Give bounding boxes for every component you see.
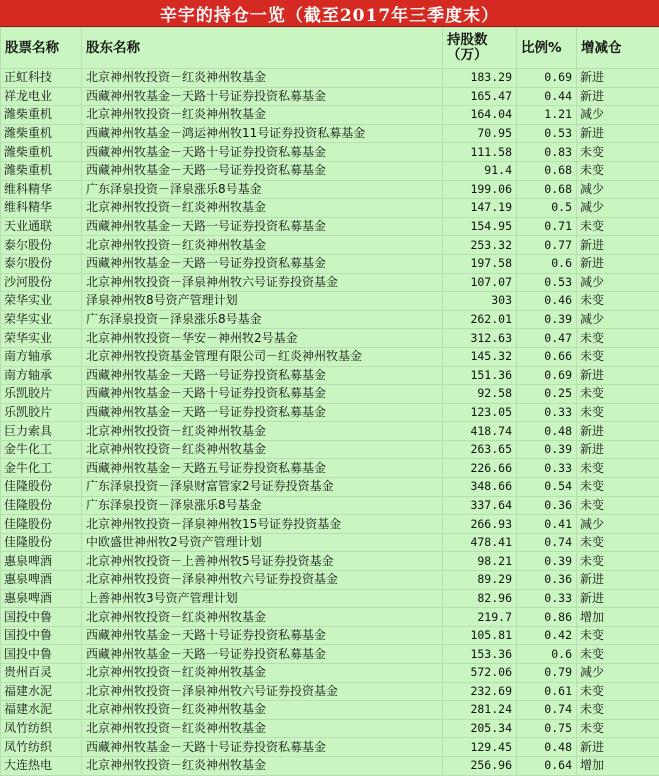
change-cell: 新进 <box>577 87 659 106</box>
change-cell: 新进 <box>577 69 659 88</box>
shares-cell: 98.21 <box>443 552 517 571</box>
change-cell: 新进 <box>577 589 659 608</box>
stock-name-cell: 荣华实业 <box>1 310 82 329</box>
shares-cell: 197.58 <box>443 254 517 273</box>
shares-cell: 337.64 <box>443 496 517 515</box>
holder-name-cell: 北京神州牧投资－红炎神州牧基金 <box>82 69 443 88</box>
shares-cell: 70.95 <box>443 124 517 143</box>
holder-name-cell: 上善神州牧3号资产管理计划 <box>82 589 443 608</box>
holder-name-cell: 西藏神州牧基金－天路一号证券投资私募基金 <box>82 254 443 273</box>
change-cell: 未变 <box>577 645 659 664</box>
holder-name-cell: 西藏神州牧基金－鸿运神州牧11号证券投资私募基金 <box>82 124 443 143</box>
stock-name-cell: 正虹科技 <box>1 69 82 88</box>
ratio-cell: 0.54 <box>517 478 577 497</box>
holder-name-cell: 西藏神州牧基金－天路十号证券投资私募基金 <box>82 87 443 106</box>
ratio-cell: 0.66 <box>517 347 577 366</box>
ratio-cell: 0.6 <box>517 645 577 664</box>
ratio-cell: 0.74 <box>517 701 577 720</box>
shares-cell: 154.95 <box>443 217 517 236</box>
ratio-cell: 0.6 <box>517 254 577 273</box>
stock-name-cell: 佳隆股份 <box>1 533 82 552</box>
ratio-cell: 1.21 <box>517 106 577 125</box>
table-row <box>1 478 659 497</box>
change-cell: 减少 <box>577 310 659 329</box>
stock-name-cell: 荣华实业 <box>1 292 82 311</box>
change-cell: 新进 <box>577 571 659 590</box>
table-row <box>1 292 659 311</box>
table-row <box>1 403 659 422</box>
holder-name-cell: 北京神州牧投资－红炎神州牧基金 <box>82 236 443 255</box>
shares-cell: 153.36 <box>443 645 517 664</box>
holder-name-cell: 北京神州牧投资－红炎神州牧基金 <box>82 756 443 775</box>
stock-name-cell: 天业通联 <box>1 217 82 236</box>
holder-name-cell: 北京神州牧投资－泽泉神州牧六号证券投资基金 <box>82 273 443 292</box>
holder-name-cell: 北京神州牧投资－泽泉神州牧六号证券投资基金 <box>82 682 443 701</box>
change-cell: 未变 <box>577 626 659 645</box>
change-cell: 减少 <box>577 664 659 683</box>
ratio-cell: 0.74 <box>517 533 577 552</box>
change-cell: 未变 <box>577 403 659 422</box>
stock-name-cell: 潍柴重机 <box>1 106 82 125</box>
stock-name-cell: 佳隆股份 <box>1 478 82 497</box>
shares-cell: 478.41 <box>443 533 517 552</box>
shares-cell: 262.01 <box>443 310 517 329</box>
change-cell: 新进 <box>577 254 659 273</box>
shares-cell: 129.45 <box>443 738 517 757</box>
ratio-cell: 0.36 <box>517 571 577 590</box>
stock-name-cell: 潍柴重机 <box>1 124 82 143</box>
holder-name-cell: 北京神州牧投资－上善神州牧5号证券投资基金 <box>82 552 443 571</box>
header-row <box>1 28 659 69</box>
change-cell: 未变 <box>577 329 659 348</box>
holder-name-cell: 西藏神州牧基金－天路五号证券投资私募基金 <box>82 459 443 478</box>
holder-name-cell: 西藏神州牧基金－天路十号证券投资私募基金 <box>82 738 443 757</box>
table-row <box>1 347 659 366</box>
change-cell: 未变 <box>577 217 659 236</box>
table-row <box>1 366 659 385</box>
table-row <box>1 440 659 459</box>
ratio-cell: 0.75 <box>517 719 577 738</box>
stock-name-cell: 凤竹纺织 <box>1 719 82 738</box>
table-row <box>1 143 659 162</box>
shares-cell: 266.93 <box>443 515 517 534</box>
holder-name-cell: 北京神州牧投资－红炎神州牧基金 <box>82 701 443 720</box>
holder-name-cell: 北京神州牧投资－红炎神州牧基金 <box>82 106 443 125</box>
table-row <box>1 496 659 515</box>
change-cell: 未变 <box>577 719 659 738</box>
table-row <box>1 106 659 125</box>
change-cell: 新进 <box>577 440 659 459</box>
stock-name-cell: 凤竹纺织 <box>1 738 82 757</box>
change-cell: 未变 <box>577 701 659 720</box>
ratio-cell: 0.48 <box>517 738 577 757</box>
ratio-cell: 0.5 <box>517 199 577 218</box>
header-shares: 持股数（万） <box>443 28 517 69</box>
holder-name-cell: 西藏神州牧基金－天路十号证券投资私募基金 <box>82 143 443 162</box>
ratio-cell: 0.39 <box>517 440 577 459</box>
table-row <box>1 738 659 757</box>
stock-name-cell: 惠泉啤酒 <box>1 552 82 571</box>
shares-cell: 281.24 <box>443 701 517 720</box>
table-row <box>1 236 659 255</box>
stock-name-cell: 维科精华 <box>1 199 82 218</box>
holder-name-cell: 西藏神州牧基金－天路十号证券投资私募基金 <box>82 385 443 404</box>
holder-name-cell: 西藏神州牧基金－天路一号证券投资私募基金 <box>82 366 443 385</box>
header-holder-name: 股东名称 <box>82 28 443 69</box>
holder-name-cell: 北京神州牧投资基金管理有限公司－红炎神州牧基金 <box>82 347 443 366</box>
table-row <box>1 719 659 738</box>
holder-name-cell: 广东泽泉投资－泽泉涨乐8号基金 <box>82 496 443 515</box>
shares-cell: 92.58 <box>443 385 517 404</box>
change-cell: 未变 <box>577 292 659 311</box>
ratio-cell: 0.71 <box>517 217 577 236</box>
holder-name-cell: 北京神州牧投资－华安－神州牧2号基金 <box>82 329 443 348</box>
shares-cell: 256.96 <box>443 756 517 775</box>
change-cell: 未变 <box>577 143 659 162</box>
ratio-cell: 0.33 <box>517 589 577 608</box>
ratio-cell: 0.53 <box>517 273 577 292</box>
stock-name-cell: 泰尔股份 <box>1 236 82 255</box>
ratio-cell: 0.61 <box>517 682 577 701</box>
change-cell: 未变 <box>577 459 659 478</box>
holder-name-cell: 北京神州牧投资－红炎神州牧基金 <box>82 422 443 441</box>
stock-name-cell: 国投中鲁 <box>1 645 82 664</box>
change-cell: 新进 <box>577 366 659 385</box>
header-stock-name: 股票名称 <box>1 28 82 69</box>
stock-name-cell: 福建水泥 <box>1 682 82 701</box>
shares-cell: 89.29 <box>443 571 517 590</box>
change-cell: 减少 <box>577 180 659 199</box>
change-cell: 新进 <box>577 236 659 255</box>
stock-name-cell: 沙河股份 <box>1 273 82 292</box>
table-row <box>1 310 659 329</box>
table-row <box>1 161 659 180</box>
holder-name-cell: 西藏神州牧基金－天路一号证券投资私募基金 <box>82 161 443 180</box>
shares-cell: 91.4 <box>443 161 517 180</box>
change-cell: 减少 <box>577 273 659 292</box>
change-cell: 未变 <box>577 161 659 180</box>
table-row <box>1 217 659 236</box>
shares-cell: 199.06 <box>443 180 517 199</box>
ratio-cell: 0.69 <box>517 69 577 88</box>
holder-name-cell: 中欧盛世神州牧2号资产管理计划 <box>82 533 443 552</box>
ratio-cell: 0.86 <box>517 608 577 627</box>
change-cell: 增加 <box>577 756 659 775</box>
ratio-cell: 0.33 <box>517 459 577 478</box>
ratio-cell: 0.25 <box>517 385 577 404</box>
ratio-cell: 0.39 <box>517 552 577 571</box>
shares-cell: 232.69 <box>443 682 517 701</box>
holder-name-cell: 西藏神州牧基金－天路一号证券投资私募基金 <box>82 403 443 422</box>
table-row <box>1 69 659 88</box>
shares-cell: 164.04 <box>443 106 517 125</box>
change-cell: 增加 <box>577 608 659 627</box>
table-body <box>1 69 659 776</box>
table-row <box>1 552 659 571</box>
sheet-title: 辛宇的持仓一览（截至2017年三季度末） <box>0 0 659 27</box>
stock-name-cell: 南方轴承 <box>1 347 82 366</box>
ratio-cell: 0.41 <box>517 515 577 534</box>
holdings-table <box>0 27 659 776</box>
shares-cell: 205.34 <box>443 719 517 738</box>
shares-cell: 165.47 <box>443 87 517 106</box>
stock-name-cell: 佳隆股份 <box>1 515 82 534</box>
table-row <box>1 459 659 478</box>
shares-cell: 123.05 <box>443 403 517 422</box>
ratio-cell: 0.64 <box>517 756 577 775</box>
holder-name-cell: 广东泽泉投资－泽泉涨乐8号基金 <box>82 180 443 199</box>
change-cell: 新进 <box>577 124 659 143</box>
shares-cell: 418.74 <box>443 422 517 441</box>
stock-name-cell: 金牛化工 <box>1 440 82 459</box>
change-cell: 未变 <box>577 533 659 552</box>
table-row <box>1 589 659 608</box>
stock-name-cell: 巨力索具 <box>1 422 82 441</box>
ratio-cell: 0.68 <box>517 161 577 180</box>
holder-name-cell: 北京神州牧投资－泽泉神州牧15号证券投资基金 <box>82 515 443 534</box>
header-change: 增减仓 <box>577 28 659 69</box>
ratio-cell: 0.46 <box>517 292 577 311</box>
holder-name-cell: 北京神州牧投资－红炎神州牧基金 <box>82 440 443 459</box>
change-cell: 减少 <box>577 515 659 534</box>
table-row <box>1 533 659 552</box>
table-row <box>1 571 659 590</box>
table-row <box>1 626 659 645</box>
holder-name-cell: 北京神州牧投资－红炎神州牧基金 <box>82 719 443 738</box>
stock-name-cell: 国投中鲁 <box>1 626 82 645</box>
stock-name-cell: 潍柴重机 <box>1 143 82 162</box>
change-cell: 未变 <box>577 552 659 571</box>
change-cell: 减少 <box>577 199 659 218</box>
shares-cell: 107.07 <box>443 273 517 292</box>
ratio-cell: 0.36 <box>517 496 577 515</box>
change-cell: 新进 <box>577 422 659 441</box>
stock-name-cell: 惠泉啤酒 <box>1 571 82 590</box>
holder-name-cell: 北京神州牧投资－红炎神州牧基金 <box>82 664 443 683</box>
table-row <box>1 199 659 218</box>
shares-cell: 303 <box>443 292 517 311</box>
ratio-cell: 0.69 <box>517 366 577 385</box>
shares-cell: 147.19 <box>443 199 517 218</box>
shares-cell: 145.32 <box>443 347 517 366</box>
header-ratio: 比例% <box>517 28 577 69</box>
holder-name-cell: 北京神州牧投资－红炎神州牧基金 <box>82 199 443 218</box>
shares-cell: 263.65 <box>443 440 517 459</box>
holder-name-cell: 北京神州牧投资－泽泉神州牧六号证券投资基金 <box>82 571 443 590</box>
shares-cell: 226.66 <box>443 459 517 478</box>
holder-name-cell: 泽泉神州牧8号资产管理计划 <box>82 292 443 311</box>
holder-name-cell: 广东泽泉投资－泽泉财富管家2号证券投资基金 <box>82 478 443 497</box>
change-cell: 未变 <box>577 496 659 515</box>
ratio-cell: 0.53 <box>517 124 577 143</box>
ratio-cell: 0.83 <box>517 143 577 162</box>
ratio-cell: 0.68 <box>517 180 577 199</box>
table-row <box>1 273 659 292</box>
holder-name-cell: 北京神州牧投资－红炎神州牧基金 <box>82 608 443 627</box>
shares-cell: 253.32 <box>443 236 517 255</box>
holder-name-cell: 西藏神州牧基金－天路十号证券投资私募基金 <box>82 626 443 645</box>
table-row <box>1 422 659 441</box>
stock-name-cell: 南方轴承 <box>1 366 82 385</box>
change-cell: 未变 <box>577 347 659 366</box>
holder-name-cell: 西藏神州牧基金－天路一号证券投资私募基金 <box>82 645 443 664</box>
change-cell: 未变 <box>577 478 659 497</box>
change-cell: 新进 <box>577 738 659 757</box>
ratio-cell: 0.44 <box>517 87 577 106</box>
shares-cell: 312.63 <box>443 329 517 348</box>
table-row <box>1 87 659 106</box>
ratio-cell: 0.42 <box>517 626 577 645</box>
stock-name-cell: 荣华实业 <box>1 329 82 348</box>
shares-cell: 183.29 <box>443 69 517 88</box>
table-row <box>1 701 659 720</box>
ratio-cell: 0.77 <box>517 236 577 255</box>
table-row <box>1 682 659 701</box>
table-row <box>1 664 659 683</box>
table-row <box>1 756 659 775</box>
change-cell: 未变 <box>577 682 659 701</box>
shares-cell: 572.06 <box>443 664 517 683</box>
stock-name-cell: 祥龙电业 <box>1 87 82 106</box>
table-row <box>1 515 659 534</box>
ratio-cell: 0.79 <box>517 664 577 683</box>
stock-name-cell: 大连热电 <box>1 756 82 775</box>
stock-name-cell: 佳隆股份 <box>1 496 82 515</box>
shares-cell: 219.7 <box>443 608 517 627</box>
table-row <box>1 254 659 273</box>
holder-name-cell: 广东泽泉投资－泽泉涨乐8号基金 <box>82 310 443 329</box>
change-cell: 减少 <box>577 106 659 125</box>
ratio-cell: 0.47 <box>517 329 577 348</box>
stock-name-cell: 贵州百灵 <box>1 664 82 683</box>
stock-name-cell: 乐凯胶片 <box>1 385 82 404</box>
shares-cell: 111.58 <box>443 143 517 162</box>
table-row <box>1 385 659 404</box>
change-cell: 未变 <box>577 385 659 404</box>
stock-name-cell: 泰尔股份 <box>1 254 82 273</box>
shares-cell: 105.81 <box>443 626 517 645</box>
shares-cell: 151.36 <box>443 366 517 385</box>
stock-name-cell: 惠泉啤酒 <box>1 589 82 608</box>
stock-name-cell: 乐凯胶片 <box>1 403 82 422</box>
table-row <box>1 124 659 143</box>
table-row <box>1 645 659 664</box>
ratio-cell: 0.39 <box>517 310 577 329</box>
ratio-cell: 0.48 <box>517 422 577 441</box>
table-row <box>1 329 659 348</box>
stock-name-cell: 金牛化工 <box>1 459 82 478</box>
stock-name-cell: 国投中鲁 <box>1 608 82 627</box>
table-row <box>1 180 659 199</box>
stock-name-cell: 维科精华 <box>1 180 82 199</box>
stock-name-cell: 潍柴重机 <box>1 161 82 180</box>
shares-cell: 82.96 <box>443 589 517 608</box>
ratio-cell: 0.33 <box>517 403 577 422</box>
holder-name-cell: 西藏神州牧基金－天路一号证券投资私募基金 <box>82 217 443 236</box>
table-row <box>1 608 659 627</box>
shares-cell: 348.66 <box>443 478 517 497</box>
stock-name-cell: 福建水泥 <box>1 701 82 720</box>
